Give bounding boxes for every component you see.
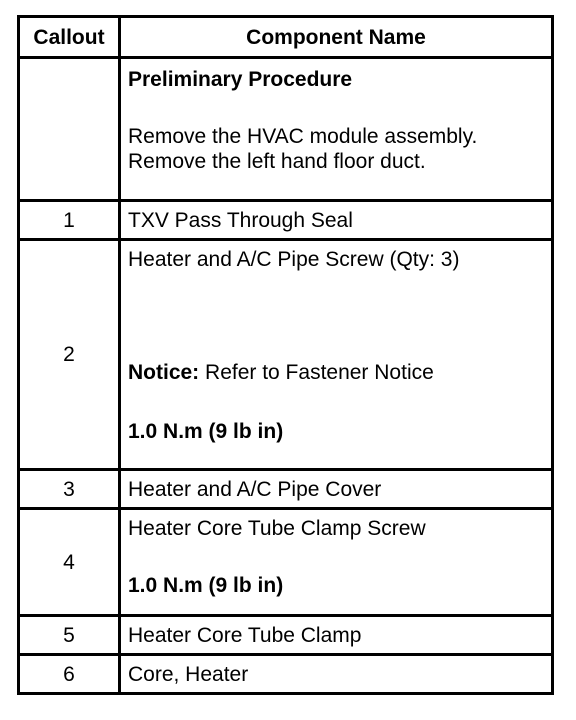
preliminary-callout-cell: [19, 58, 120, 201]
callout-number: 4: [19, 509, 120, 616]
component-name: Core, Heater: [120, 655, 553, 694]
component-name-header: Component Name: [120, 17, 553, 58]
callout-number: 2: [19, 240, 120, 470]
callout-header: Callout: [19, 17, 120, 58]
callout-number: 6: [19, 655, 120, 694]
header-row: [19, 17, 553, 58]
torque-spec: 1.0 N.m (9 lb in): [128, 574, 284, 597]
preliminary-title: Preliminary Procedure: [128, 68, 353, 91]
component-name: Heater and A/C Pipe Screw (Qty: 3): [128, 248, 460, 271]
component-table: [17, 15, 554, 695]
preliminary-row: [19, 58, 553, 201]
component-cell: [120, 509, 553, 616]
component-name: Heater Core Tube Clamp: [120, 616, 553, 655]
component-cell: [120, 240, 553, 470]
notice-text: Refer to Fastener Notice: [199, 361, 434, 384]
preliminary-cell: [120, 58, 553, 201]
callout-number: 3: [19, 470, 120, 509]
table-row: [19, 509, 553, 616]
preliminary-step: Remove the HVAC module assembly.: [128, 125, 478, 148]
table-row: [19, 616, 553, 655]
table-row: [19, 470, 553, 509]
table-row: [19, 655, 553, 694]
component-name: TXV Pass Through Seal: [120, 201, 553, 240]
callout-number: 5: [19, 616, 120, 655]
table-row: [19, 201, 553, 240]
component-name: Heater Core Tube Clamp Screw: [128, 517, 426, 540]
callout-number: 1: [19, 201, 120, 240]
notice-label: Notice:: [128, 361, 200, 384]
component-name: Heater and A/C Pipe Cover: [120, 470, 553, 509]
notice-line: [128, 360, 549, 385]
torque-spec: 1.0 N.m (9 lb in): [128, 420, 284, 443]
table-row: [19, 240, 553, 470]
preliminary-step: Remove the left hand floor duct.: [128, 150, 426, 173]
